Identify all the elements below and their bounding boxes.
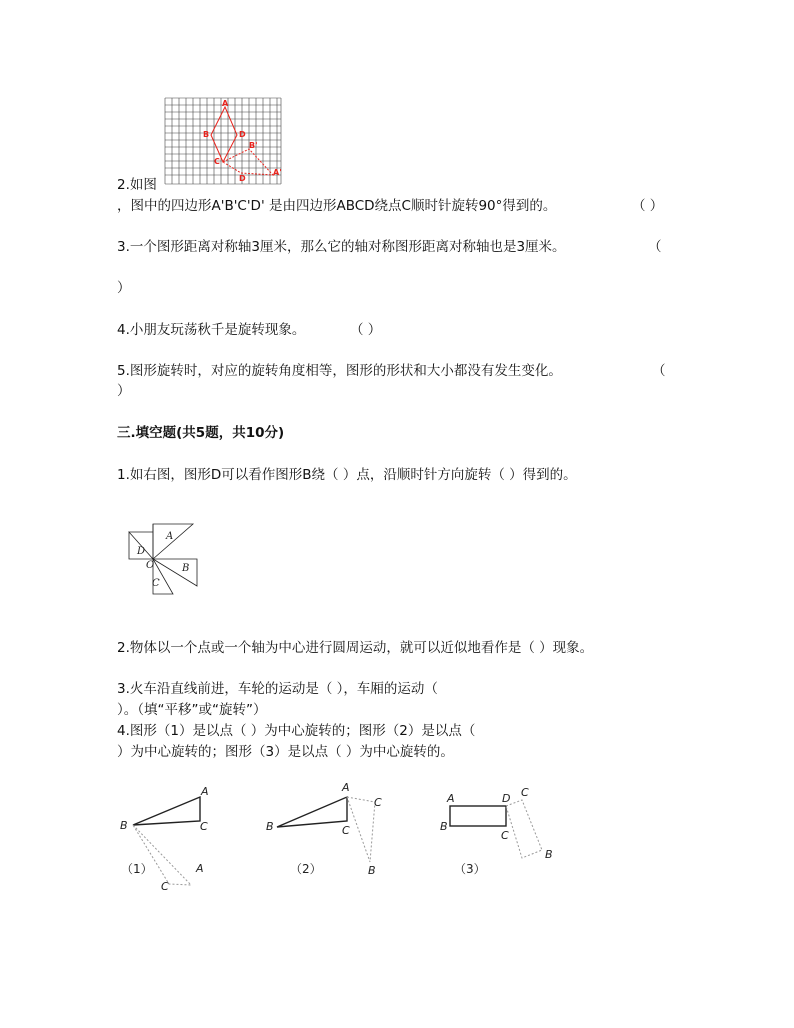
- label-b-prime: B': [249, 141, 258, 150]
- fig3-label-b: B: [440, 820, 448, 833]
- fig1-label-c-rot: C: [161, 880, 169, 890]
- q4-statement: 4.小朋友玩荡秋千是旋转现象。: [117, 322, 306, 338]
- label-a: A: [222, 99, 229, 108]
- triangle-rotated: [347, 797, 375, 862]
- triangle-rotated: [133, 825, 191, 885]
- triangle-original: [133, 797, 200, 825]
- f1-statement: 1.如右图，图形D可以看作图形B绕（ ）点，沿顺时针方向旋转（ ）得到的。: [117, 467, 577, 483]
- q5-blank-close[interactable]: ）: [117, 383, 131, 399]
- q4-answer-blank[interactable]: （ ）: [350, 322, 382, 338]
- fig3-label-a: A: [447, 792, 455, 805]
- pin-label-c: C: [152, 578, 160, 589]
- label-d-lower: D: [239, 174, 246, 183]
- q2-answer-blank[interactable]: （ ）: [632, 198, 664, 214]
- fig2-label-c-rot: C: [374, 796, 382, 809]
- f3-line1: 3.火车沿直线前进，车轮的运动是（ ），车厢的运动（: [117, 681, 438, 697]
- rotation-figure-3: [438, 778, 568, 888]
- label-b: B: [203, 130, 210, 139]
- f4-line2: ）为中心旋转的；图形（3）是以点（ ）为中心旋转的。: [117, 744, 454, 760]
- rotation-grid-figure: [163, 97, 283, 185]
- section-title: 三.填空题(共5题，共10分): [117, 425, 285, 441]
- q3-blank-open[interactable]: （: [648, 239, 662, 255]
- fig3-label-b-rot: B: [545, 848, 553, 861]
- rotation-figure-1: [115, 778, 225, 890]
- rotation-figure-2: [262, 778, 392, 888]
- label-d: D: [239, 130, 246, 139]
- fig2-label-b: B: [266, 820, 274, 833]
- fig2-caption: （2）: [290, 862, 322, 876]
- fig1-caption: （1）: [121, 862, 153, 876]
- fig1-label-a: A: [201, 785, 209, 798]
- q3-statement: 3.一个图形距离对称轴3厘米，那么它的轴对称图形距离对称轴也是3厘米。: [117, 239, 566, 255]
- fig2-label-a: A: [342, 781, 350, 794]
- f2-statement: 2.物体以一个点或一个轴为中心进行圆周运动，就可以近似地看作是（ ）现象。: [117, 640, 594, 656]
- q2-statement: ，图中的四边形A'B'C'D' 是由四边形ABCD绕点C顺时针旋转90°得到的。: [117, 198, 557, 214]
- fig2-label-c: C: [342, 824, 350, 837]
- pinwheel-figure: [125, 520, 205, 596]
- label-c: C: [214, 157, 220, 166]
- pin-label-d: D: [137, 546, 146, 557]
- fig1-label-a-rot: A: [196, 862, 204, 875]
- fig1-label-b: B: [120, 819, 128, 832]
- f4-line1: 4.图形（1）是以点（ ）为中心旋转的；图形（2）是以点（: [117, 723, 476, 739]
- q2-prefix: 2.如图: [117, 177, 157, 193]
- fig3-label-d: D: [502, 792, 511, 805]
- f3-line2: ）。（填“平移”或“旋转”）: [117, 702, 267, 718]
- q3-blank-close[interactable]: ）: [117, 280, 131, 296]
- rectangle-original: [450, 806, 506, 826]
- fig3-label-c: C: [501, 829, 509, 842]
- fig3-caption: （3）: [454, 862, 486, 876]
- fig2-label-b-rot: B: [368, 864, 376, 877]
- q5-blank-open[interactable]: （: [652, 363, 666, 379]
- rectangle-rotated: [506, 800, 542, 858]
- label-a-prime: A': [273, 168, 282, 177]
- pin-label-o: O: [146, 560, 155, 571]
- fig3-label-c-rot: C: [521, 786, 529, 799]
- pin-label-b: B: [182, 563, 190, 574]
- fig1-label-c: C: [200, 820, 208, 833]
- q5-statement: 5.图形旋转时，对应的旋转角度相等，图形的形状和大小都没有发生变化。: [117, 363, 562, 379]
- triangle-original: [277, 797, 347, 827]
- quadrilateral-rotated: [223, 149, 273, 175]
- pin-label-a: A: [166, 531, 174, 542]
